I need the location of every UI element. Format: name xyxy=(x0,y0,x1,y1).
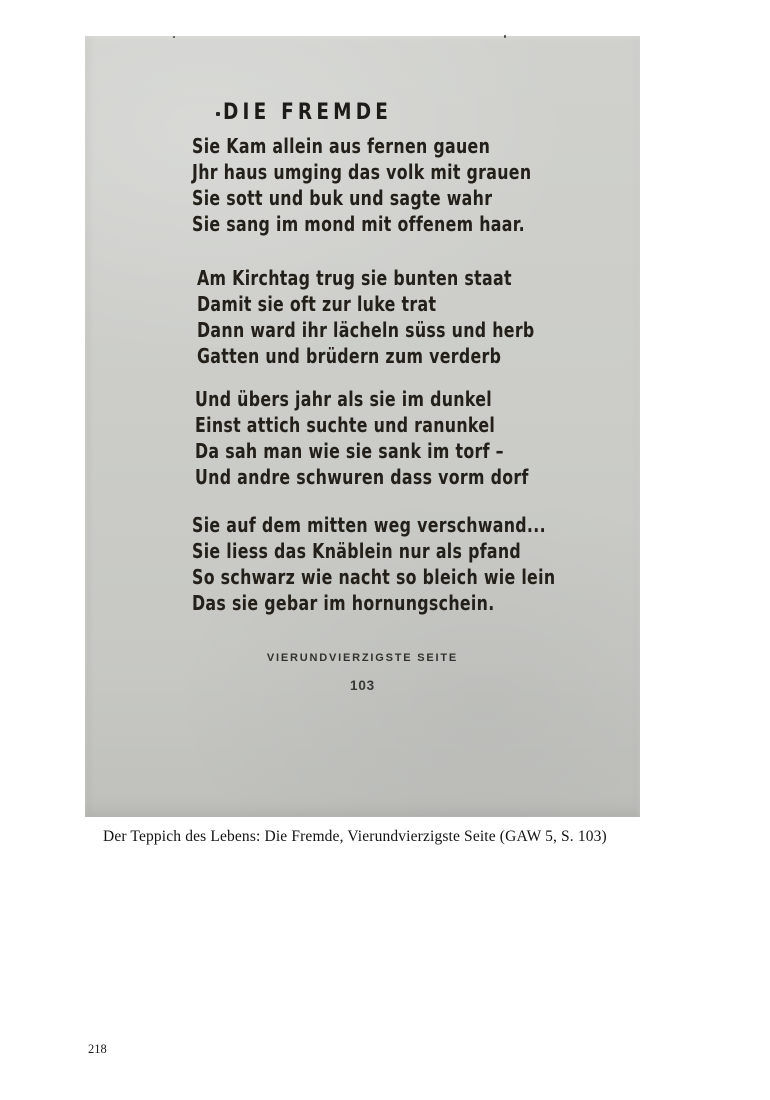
poem-line: Und übers jahr als sie im dunkel xyxy=(195,387,493,411)
poem-line: Damit sie oft zur luke trat xyxy=(197,292,437,316)
poem-title: DIE FREMDE xyxy=(223,100,393,125)
poem-line: Am Kirchtag trug sie bunten staat xyxy=(197,266,512,290)
poem-line: Und andre schwuren dass vorm dorf xyxy=(195,465,529,489)
facsimile-seite-label: VIERUNDVIERZIGSTE SEITE xyxy=(266,652,459,664)
poem-line: Sie liess das Knäblein nur als pfand xyxy=(192,539,522,563)
poem-line: Sie auf dem mitten weg verschwand... xyxy=(192,513,546,537)
page-number: 218 xyxy=(88,1042,107,1056)
dust-speck xyxy=(216,112,220,116)
poem-line: Einst attich suchte und ranunkel xyxy=(195,413,496,437)
poem-line: So schwarz wie nacht so bleich wie lein xyxy=(192,565,556,589)
facsimile-page-number: 103 xyxy=(350,678,375,693)
poem-line: Sie Kam allein aus fernen gauen xyxy=(192,134,491,158)
poem-line: Da sah man wie sie sank im torf – xyxy=(195,439,504,463)
poem-line: Dann ward ihr lächeln süss und herb xyxy=(197,318,535,342)
poem-line: Gatten und brüdern zum verderb xyxy=(197,344,502,368)
poem-line: Das sie gebar im hornungschein. xyxy=(192,591,495,615)
figure-caption: Der Teppich des Lebens: Die Fremde, Vierundvierzigste Seite (GAW 5, S. 103) xyxy=(103,828,607,845)
dust-speck xyxy=(504,35,506,38)
poem xyxy=(192,133,652,616)
facsimile-scan xyxy=(85,36,640,817)
poem-line: Sie sang im mond mit offenem haar. xyxy=(192,212,525,236)
poem-line: Sie sott und buk und sagte wahr xyxy=(192,186,493,210)
poem-stanza xyxy=(192,386,652,490)
poem-line: Jhr haus umging das volk mit grauen xyxy=(192,160,532,184)
poem-stanza xyxy=(192,512,652,616)
dust-speck xyxy=(173,36,175,38)
poem-stanza xyxy=(192,133,652,237)
poem-stanza xyxy=(192,265,652,369)
